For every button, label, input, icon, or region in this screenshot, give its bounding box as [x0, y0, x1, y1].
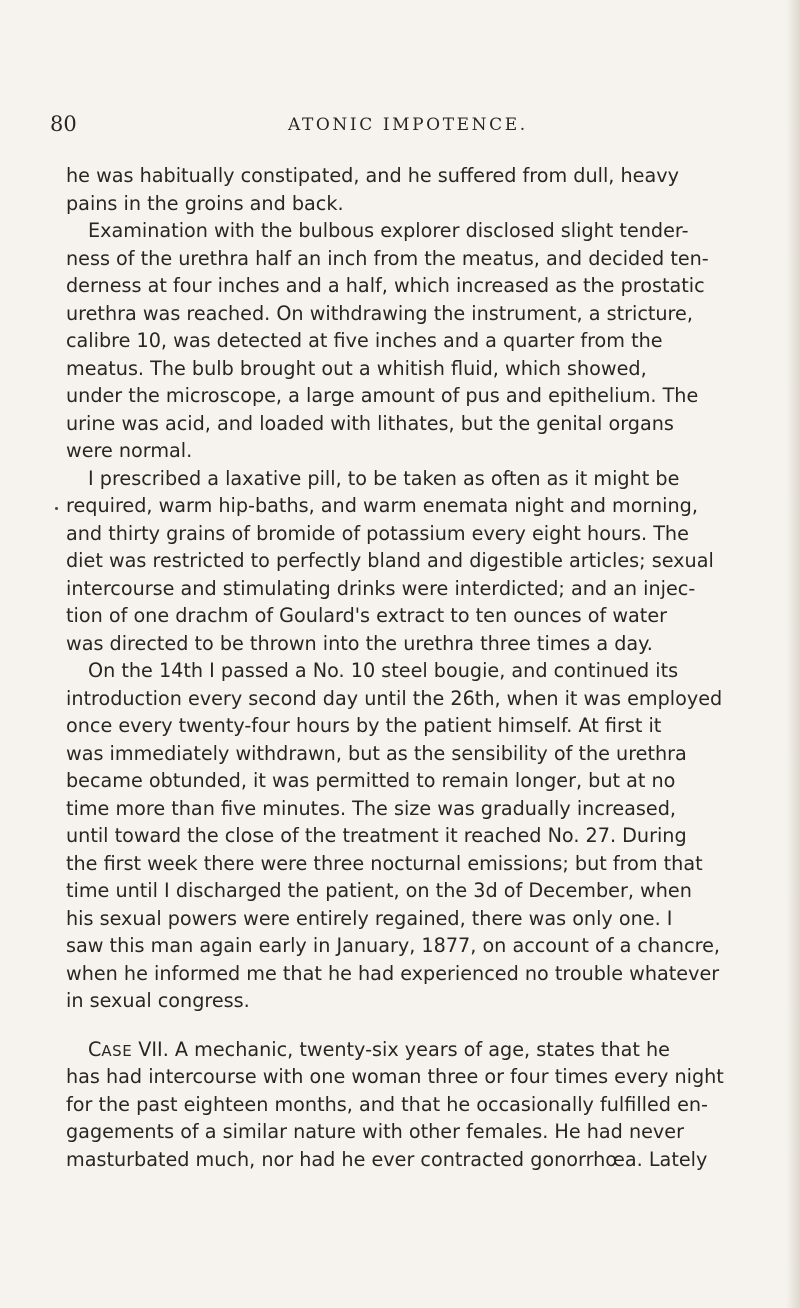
page-edge-shadow [786, 0, 800, 1308]
text-line: saw this man again early in January, 1877, on account of a chancre, [66, 934, 720, 957]
text-line: intercourse and stimulating drinks were interdicted; and an injec- [66, 576, 696, 600]
text-line: he was habitually constipated, and he suffered from dull, heavy [66, 164, 679, 187]
case-label-initial: C [88, 1037, 102, 1061]
margin-mark [55, 507, 58, 510]
text-line: pains in the groins and back. [66, 191, 344, 215]
text-line: On the 14th I passed a No. 10 steel bougie, and continued its [88, 659, 679, 682]
case-heading-line [66, 1036, 746, 1064]
body-text [66, 162, 746, 1173]
text-line: urethra was reached. On withdrawing the instrument, a stricture, [66, 301, 693, 325]
text-line: urine was acid, and loaded with lithates, but the genital organs [66, 411, 674, 435]
text-line: time more than five minutes. The size was gradually increased, [66, 796, 676, 820]
running-head: ATONIC IMPOTENCE. [288, 115, 528, 135]
page-header [0, 112, 800, 142]
text-line: was immediately withdrawn, but as the sensibility of the urethra [66, 741, 687, 765]
text-line: required, warm hip-baths, and warm enemata night and morning, [66, 494, 698, 517]
case-label-rest: ASE [101, 1041, 133, 1060]
text-line: the first week there were three nocturnal emissions; but from that [66, 851, 703, 875]
text-line: his sexual powers were entirely regained, there was only one. I [66, 906, 673, 930]
text-line: diet was restricted to perfectly bland and digestible articles; sexual [66, 549, 714, 572]
text-line: once every twenty-four hours by the patient himself. At first it [66, 714, 662, 737]
text-line: gagements of a similar nature with other females. He had never [66, 1120, 684, 1143]
text-line: until toward the close of the treatment it reached No. 27. During [66, 824, 687, 847]
text-line: introduction every second day until the 26th, when it was employed [66, 686, 723, 710]
section-gap [66, 1015, 746, 1036]
text-line: ness of the urethra half an inch from the meatus, and decided ten- [66, 246, 709, 270]
text-line: when he informed me that he had experienced no trouble whatever [66, 961, 720, 985]
text-line: derness at four inches and a half, which increased as the prostatic [66, 274, 705, 297]
text-line: and thirty grains of bromide of potassium every eight hours. The [66, 521, 689, 545]
page-number: 80 [50, 112, 77, 136]
text-line-rest: A mechanic, twenty-six years of age, states that he [168, 1037, 670, 1061]
text-line: were normal. [66, 439, 193, 462]
text-line: calibre 10, was detected at five inches and a quarter from the [66, 329, 663, 352]
text-line: in sexual congress. [66, 989, 250, 1012]
text-line: tion of one drachm of Goulard's extract to ten ounces of water [66, 604, 668, 627]
text-line: masturbated much, nor had he ever contracted gonorrhœa. Lately [66, 1147, 708, 1171]
text-line: for the past eighteen months, and that he occasionally fulfilled en- [66, 1092, 708, 1116]
text-line: was directed to be thrown into the urethra three times a day. [66, 631, 653, 655]
text-line: time until I discharged the patient, on the 3d of December, when [66, 879, 692, 902]
text-line: meatus. The bulb brought out a whitish fluid, which showed, [66, 356, 647, 380]
text-line: became obtunded, it was permitted to remain longer, but at no [66, 769, 676, 792]
text-line: I prescribed a laxative pill, to be taken as often as it might be [88, 466, 680, 490]
text-line: under the microscope, a large amount of pus and epithelium. The [66, 384, 699, 407]
text-line: has had intercourse with one woman three or four times every night [66, 1065, 724, 1088]
case-number: VII. [132, 1037, 169, 1061]
text-line: Examination with the bulbous explorer disclosed slight tender- [88, 219, 689, 242]
